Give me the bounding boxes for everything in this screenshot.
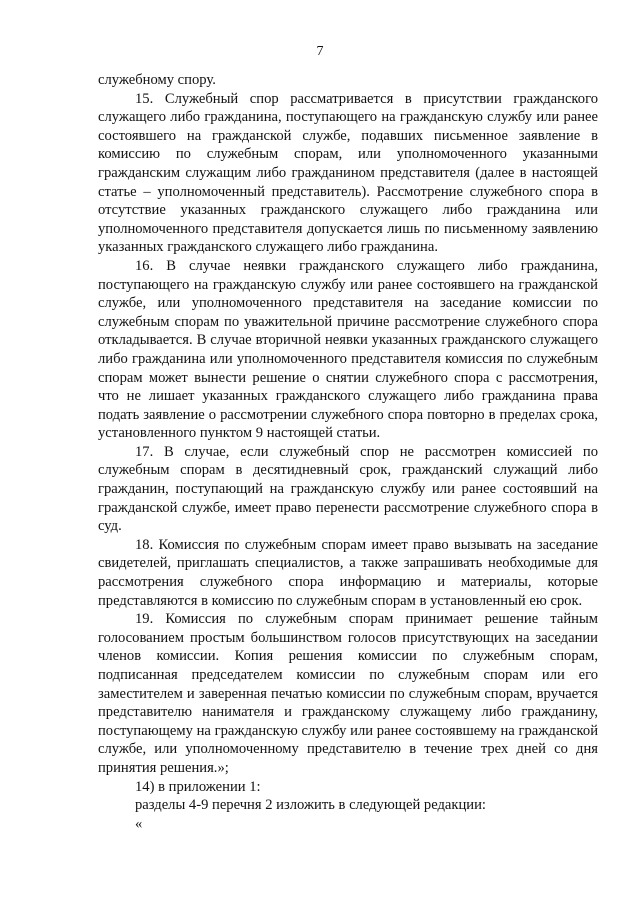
page-number: 7 [316, 44, 324, 59]
paragraph-15: 15. Служебный спор рассматривается в присутствии гражданского служащего либо гражданина, поступающего на гражданскую службу или ранее состоявшего на гражданской службе, подавших письменное заявление в комиссию по служебным спорам, или уполномоченного указанными гражданским служащим либо гражданином представителя (далее в настоящей статье – уполномоченный представитель). Рассмотрение служебного спора в отсутствие указанных гражданского служащего либо гражданина или уполномоченного представителя допускается лишь по письменному заявлению указанных гражданского служащего либо гражданина. [98, 90, 598, 256]
document-body [98, 71, 598, 833]
paragraph-opening-quote: « [135, 815, 143, 832]
paragraph-17: 17. В случае, если служебный спор не рассмотрен комиссией по служебным спорам в десятидневный срок, гражданский служащий либо гражданин, поступающий на гражданскую службу или ранее состоявший на гражданской службе, имеет право перенести рассмотрение служебного спора в суд. [98, 443, 598, 535]
paragraph-continuation: служебному спору. [98, 72, 216, 88]
paragraph-18: 18. Комиссия по служебным спорам имеет право вызывать на заседание свидетелей, приглашать специалистов, а также запрашивать необходимые для рассмотрения служебного спора информацию и материалы, которые представляются в комиссию по служебным спорам в установленный ею срок. [98, 536, 598, 609]
paragraph-16: 16. В случае неявки гражданского служащего либо гражданина, поступающего на гражданскую службу или ранее состоявшего на гражданской службе, или уполномоченного представителя на заседание комиссии по служебным спорам по уважительной причине рассмотрение служебного спора откладывается. В случае вторичной неявки указанных гражданского служащего либо гражданина или уполномоченного представителя комиссия по служебным спорам может вынести решение о снятии служебного спора с рассмотрения, что не лишает указанных гражданского служащего либо гражданина права подать заявление о рассмотрении служебного спора повторно в пределах срока, установленного пунктом 9 настоящей статьи. [98, 257, 598, 442]
paragraph-sections-amendment: разделы 4-9 перечня 2 изложить в следующей редакции: [135, 797, 486, 814]
paragraph-19: 19. Комиссия по служебным спорам принимает решение тайным голосованием простым большинством голосов присутствующих на заседании членов комиссии. Копия решения комиссии по служебным спорам, подписанная председателем комиссии по служебным спорам или его заместителем и заверенная печатью комиссии по служебным спорам, вручается представителю нанимателя и гражданскому служащему либо гражданину, поступающему на гражданскую службу или ранее состоявшему на гражданской службе, или уполномоченному представителю в течение трех дней со дня принятия решения.»; [98, 611, 598, 776]
paragraph-item-14: 14) в приложении 1: [135, 778, 261, 795]
